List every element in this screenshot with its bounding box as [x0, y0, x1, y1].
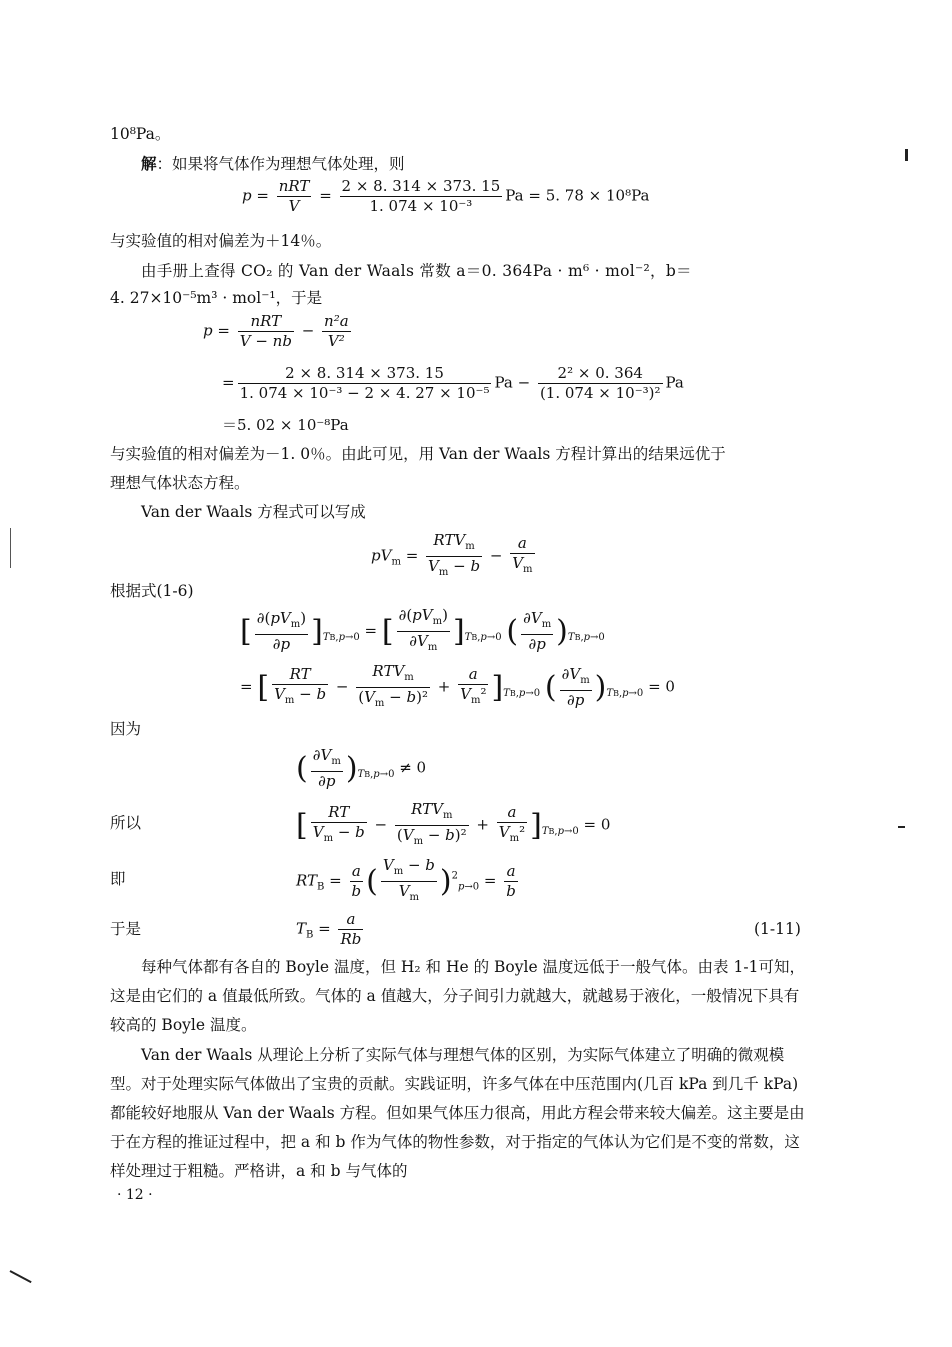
scan-mark-left [10, 528, 11, 568]
eq3-num: RTV [433, 531, 466, 549]
scan-mark-corner [10, 1270, 32, 1283]
eq1-den1: V [288, 197, 300, 215]
eq1-num1: nRT [278, 177, 310, 195]
handbook-line-1: 由手册上查得 CO₂ 的 Van der Waals 常数 a＝0. 364Pa · m⁶ · mol⁻²，b＝ [141, 262, 692, 280]
equation-vdw-line3: ＝5. 02 × 10⁻⁸Pa [222, 416, 349, 434]
eq3-den-sub: m [438, 567, 449, 578]
solution-line [141, 153, 405, 175]
eq1-num2: 2 × 8. 314 × 373. 15 [341, 177, 501, 195]
ie-label: 即 [110, 870, 126, 888]
eq3-frac2 [510, 534, 534, 579]
equation-derivative-1: [ $\frac{\partial(pV_m)}{\partial p}$ ]$_{TB,p\to 0}$ = [ $\frac{\partial(pV_m)}{\partial V_m}$ ]$_{TB,p\to 0}$ ( $\frac{\partial V_m}{\partial p}$ )$_{TB,p\to 0}$ [240, 606, 605, 653]
eq2-t1-den: V − nb [239, 332, 292, 350]
eq2-frac1 [238, 312, 294, 351]
eq2-unit1: Pa [494, 373, 513, 392]
eq3-lhs: pV [371, 546, 392, 565]
eq3-t2-num: a [510, 534, 534, 554]
eq3-num-sub: m [465, 541, 475, 552]
eq2-frac4 [538, 364, 663, 403]
because-label: 因为 [110, 720, 142, 738]
eq3-t2-den: V [512, 554, 524, 572]
eq2-l2-num1: 2 × 8. 314 × 373. 15 [238, 364, 492, 384]
deviation-2-line-2: 理想气体状态方程。 [110, 474, 250, 492]
deviation-1: 与实验值的相对偏差为＋14％。 [110, 232, 332, 250]
solution-label: 解 [141, 154, 157, 173]
solution-text: ：如果将气体作为理想气体处理，则 [156, 155, 405, 173]
eq1-result: Pa = 5. 78 × 10⁸Pa [505, 186, 650, 205]
eq3-den: V [428, 557, 439, 575]
equation-number: (1-11) [754, 920, 801, 938]
equation-boyle-temperature: $T_B$ = $\frac{a}{Rb}$ [296, 910, 362, 948]
eq2-unit2: Pa [665, 373, 684, 392]
according-label: 根据式(1-6) [110, 582, 194, 600]
eq2-frac2 [322, 312, 351, 351]
equation-bracket-zero: [ $\frac{RT}{V_m - b}$ − $\frac{RTV_m}{(V_m - b)^2}$ + $\frac{a}{V_m^2}$ ]$_{TB,p\to 0} = 0$ [296, 800, 611, 847]
top-line: 10⁸Pa。 [110, 125, 171, 143]
eq2-l2-num2: 2² × 0. 364 [538, 364, 663, 384]
eq3-frac1 [426, 531, 482, 582]
eq2-t1-num: nRT [238, 312, 294, 332]
equation-rtb: $RT_B$ = $\frac{a}{b}$ ( $\frac{V_m - b}{V_m}$ )$^2_{p\to 0}$ = $\frac{a}{b}$ [296, 856, 516, 903]
eq3-lhs-sub: m [391, 556, 401, 568]
eq-tb: T [296, 919, 307, 938]
vdw-intro: Van der Waals 方程式可以写成 [141, 503, 366, 521]
eq2-l2-den2: (1. 074 × 10⁻³)² [539, 384, 661, 402]
equation-derivative-2: = [ $\frac{RT}{V_m - b}$ − $\frac{RTV_m}{(V_m - b)^2}$ + $\frac{a}{V_m^2}$ ]$_{TB,p\to 0}$ ( $\frac{\partial V_m}{\partial p}$ )$_{TB,p\to 0} = 0$ [240, 662, 675, 709]
eq1-frac1 [277, 177, 312, 216]
eq2-lhs: p [203, 321, 213, 340]
paragraph-boyle: 每种气体都有各自的 Boyle 温度，但 H₂ 和 He 的 Boyle 温度远低于一般气体。由表 1-1可知，这是由它们的 a 值最低所致。气体的 a 值越大，分子间引力就越大，就越易于液化，一般情况下具有较高的 Boyle 温度。 [110, 958, 805, 1034]
equation-vdw-line1: p = $\frac{\text{nRT}}{V - nb}$ − $\frac{\text{n²a}}{\text{V²}}$ [203, 312, 349, 350]
deviation-2-line-1: 与实验值的相对偏差为－1. 0％。由此可见，用 Van der Waals 方程计算出的结果远优于 [110, 445, 726, 463]
equation-nonzero: ( $\frac{\partial V_m}{\partial p}$ )$_{TB,p\to 0} \ne 0$ [296, 746, 427, 790]
eq2-t2-num: n²a [324, 312, 349, 330]
equation-vdw-line2: = $\frac{2 \times 8. 314 \times 373. 15}{\text{1. 074 × 10⁻³ − 2 × 4. 27 × 10⁻⁵}}$ Pa − $\frac{\text{2² × 0. 364}}{\text{(1. 074 × 10⁻³)²}}$ Pa [222, 364, 684, 402]
scan-mark-dash [898, 826, 905, 828]
eq2-t2-den: V² [327, 332, 345, 350]
scan-mark-right [905, 149, 908, 161]
eq3-den-tail: − b [448, 557, 481, 575]
equation-vdw-molar: $pV_m$ = $\frac{RTV_m}{V_m - b}$ − $\frac{a}{V_m}$ [371, 531, 538, 582]
equation-ideal-gas: p = $\frac{\text{nRT}}{V}$ = $\frac{2 \times 8. 314 \times 373. 15}{\text{1. 074 × 10⁻³}}$ Pa = 5. 78 × 10⁸Pa [242, 177, 650, 215]
eq2-frac3 [238, 364, 492, 403]
eq2-l2-den1: 1. 074 × 10⁻³ − 2 × 4. 27 × 10⁻⁵ [239, 384, 490, 402]
eq1-frac2 [340, 177, 503, 216]
eq1-lhs: p [242, 186, 252, 205]
page-number: · 12 · [117, 1187, 153, 1203]
handbook-line-2: 4. 27×10⁻⁵m³ · mol⁻¹，于是 [110, 289, 323, 307]
paragraph-vdw: Van der Waals 从理论上分析了实际气体与理想气体的区别，为实际气体建立了明确的微观模型。对于处理实际气体做出了宝贵的贡献。实践证明，许多气体在中压范围内(几百 kPa 到几千 kPa)都能较好地服从 Van der Waals 方程。但如果气体压力很高，用此方程会带来较大偏差。这主要是由于在方程的推证过程中，把 a 和 b 作为气体的物性参数，对于指定的气体认为它们是不变的常数，这样处理过于粗糙。严格讲，a 和 b 与气体的 [110, 1046, 805, 1180]
therefore-label: 所以 [110, 814, 142, 832]
eq3-t2-den-sub: m [523, 564, 533, 575]
thus-label: 于是 [110, 920, 142, 938]
eq1-den2: 1. 074 × 10⁻³ [369, 197, 473, 215]
